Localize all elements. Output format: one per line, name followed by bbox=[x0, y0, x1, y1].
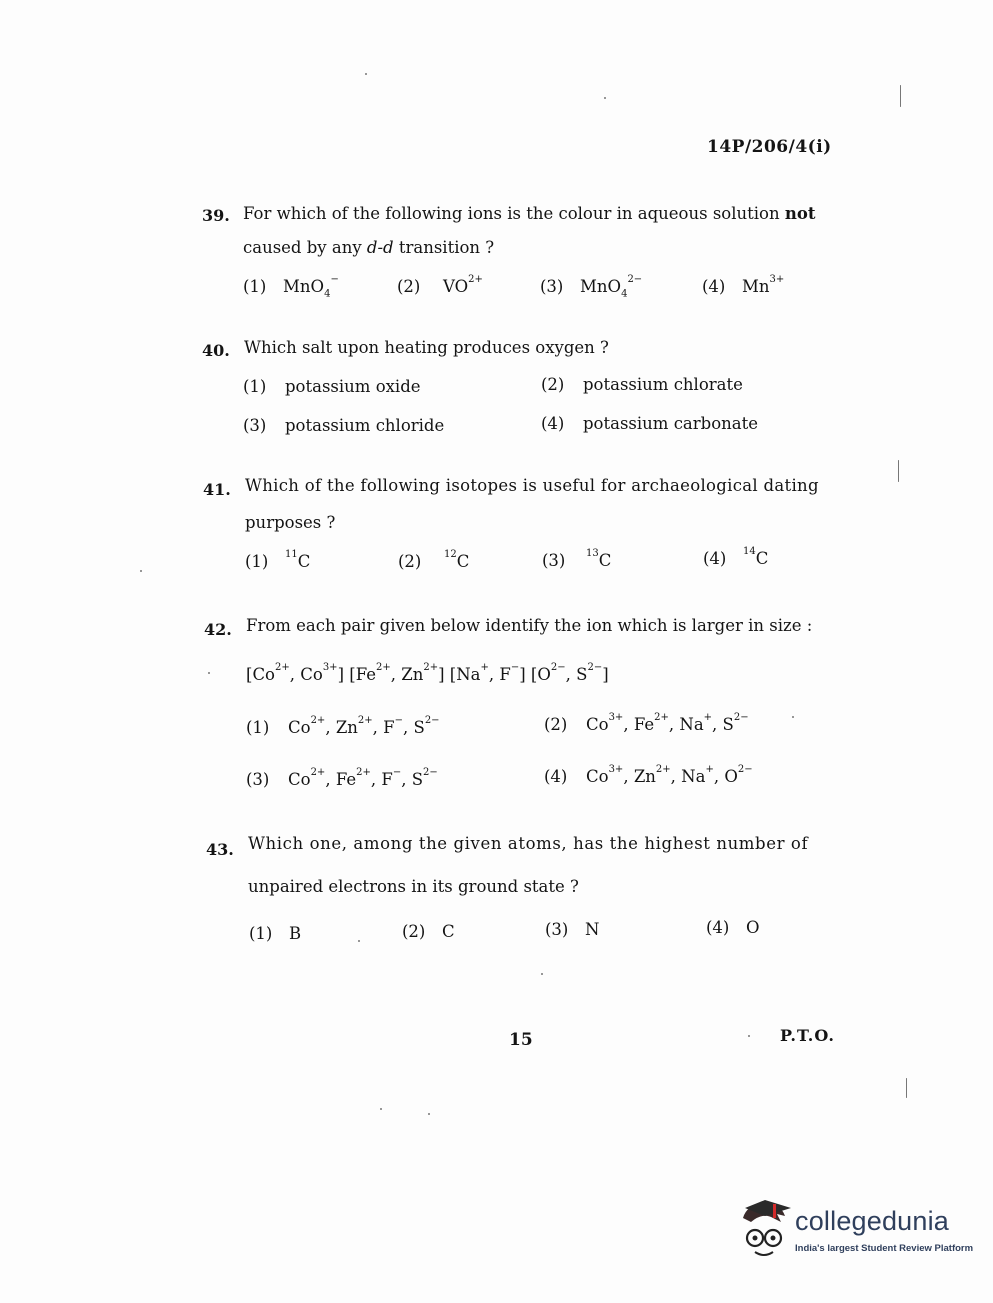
q41-option-1[interactable]: (1) $^{11}$C bbox=[245, 549, 311, 571]
scan-speck bbox=[140, 570, 142, 572]
scan-speck bbox=[365, 73, 367, 75]
scan-speck bbox=[906, 1078, 907, 1098]
question-41-text-line2: purposes ? bbox=[245, 513, 336, 532]
scan-speck bbox=[792, 716, 794, 718]
q39-option-2[interactable]: (2) $VO^{2+}$ bbox=[397, 274, 483, 296]
pair-1: [$Co^{2+}$, $Co^{3+}$] bbox=[246, 662, 344, 684]
q42-option-3[interactable]: (3) $Co^{2+}$, $Fe^{2+}$, F−, $S^{2-}$ bbox=[246, 767, 438, 789]
pair-4: [$O^{2-}$, $S^{2-}$] bbox=[530, 662, 609, 684]
q41-option-4[interactable]: (4) $^{14}$C bbox=[703, 546, 769, 568]
page-number: 15 bbox=[509, 1030, 533, 1050]
q39-option-3[interactable]: (3) MnO$_4^{2-}$ bbox=[540, 274, 643, 300]
q40-option-3[interactable]: (3) potassium chloride bbox=[243, 416, 445, 435]
pto-label: P.T.O. bbox=[780, 1026, 835, 1045]
q40-option-4[interactable]: (4) potassium carbonate bbox=[541, 414, 759, 433]
question-43-text: Which one, among the given atoms, has the highest number of bbox=[248, 834, 809, 853]
q41-option-2[interactable]: (2) $^{12}$C bbox=[398, 549, 470, 571]
q41-option-3[interactable]: (3) $^{13}$C bbox=[542, 548, 612, 570]
q39-option-4[interactable]: (4) $Mn^{3+}$ bbox=[702, 274, 785, 296]
question-43-text-line2: unpaired electrons in its ground state ? bbox=[248, 877, 579, 896]
q42-option-1[interactable]: (1) $Co^{2+}$, $Zn^{2+}$, F−, $S^{2-}$ bbox=[246, 715, 440, 737]
q43-option-1[interactable]: (1) B bbox=[249, 924, 302, 943]
question-42-pairs bbox=[246, 662, 609, 684]
scan-speck bbox=[428, 1113, 430, 1115]
question-42-number: 42. bbox=[204, 620, 232, 639]
question-42-text: From each pair given below identify the ion which is larger in size : bbox=[246, 616, 813, 635]
scan-speck bbox=[748, 1035, 750, 1037]
question-39-text-line2: caused by any d-d transition ? bbox=[243, 238, 495, 257]
q42-option-2[interactable]: (2) $Co^{3+}$, $Fe^{2+}$, Na+, $S^{2-}$ bbox=[544, 712, 749, 734]
scan-speck bbox=[208, 672, 210, 674]
scan-speck bbox=[898, 460, 899, 482]
brand-name: collegedunia bbox=[795, 1206, 950, 1236]
pair-3: [Na+, F−] bbox=[449, 662, 526, 684]
question-40-number: 40. bbox=[202, 341, 230, 360]
q43-option-3[interactable]: (3) N bbox=[545, 920, 600, 939]
question-41-text: Which of the following isotopes is useful for archaeological dating bbox=[245, 476, 819, 495]
question-39-number: 39. bbox=[202, 206, 230, 225]
scan-speck bbox=[900, 85, 901, 107]
scan-speck bbox=[541, 973, 543, 975]
scan-speck bbox=[604, 97, 606, 99]
paper-code: 14P/206/4(i) bbox=[707, 137, 832, 157]
question-43-number: 43. bbox=[206, 840, 234, 859]
q43-option-4[interactable]: (4) O bbox=[706, 918, 760, 937]
pair-2: [$Fe^{2+}$, $Zn^{2+}$] bbox=[349, 662, 445, 684]
scan-speck bbox=[358, 940, 360, 942]
mascot-icon bbox=[737, 1196, 793, 1260]
q42-option-4[interactable]: (4) $Co^{3+}$, $Zn^{2+}$, Na+, $O^{2-}$ bbox=[544, 764, 753, 786]
brand-tagline: India's largest Student Review Platform bbox=[795, 1243, 974, 1254]
question-39-text: For which of the following ions is the colour in aqueous solution not bbox=[243, 204, 816, 223]
scan-speck bbox=[380, 1108, 382, 1110]
question-41-number: 41. bbox=[203, 480, 231, 499]
collegedunia-watermark bbox=[737, 1196, 974, 1266]
q43-option-2[interactable]: (2) C bbox=[402, 922, 455, 941]
q39-option-1[interactable]: (1) MnO$_4$− bbox=[243, 274, 339, 300]
q40-option-1[interactable]: (1) potassium oxide bbox=[243, 377, 421, 396]
q40-option-2[interactable]: (2) potassium chlorate bbox=[541, 375, 743, 394]
question-40-text: Which salt upon heating produces oxygen ? bbox=[244, 338, 609, 357]
